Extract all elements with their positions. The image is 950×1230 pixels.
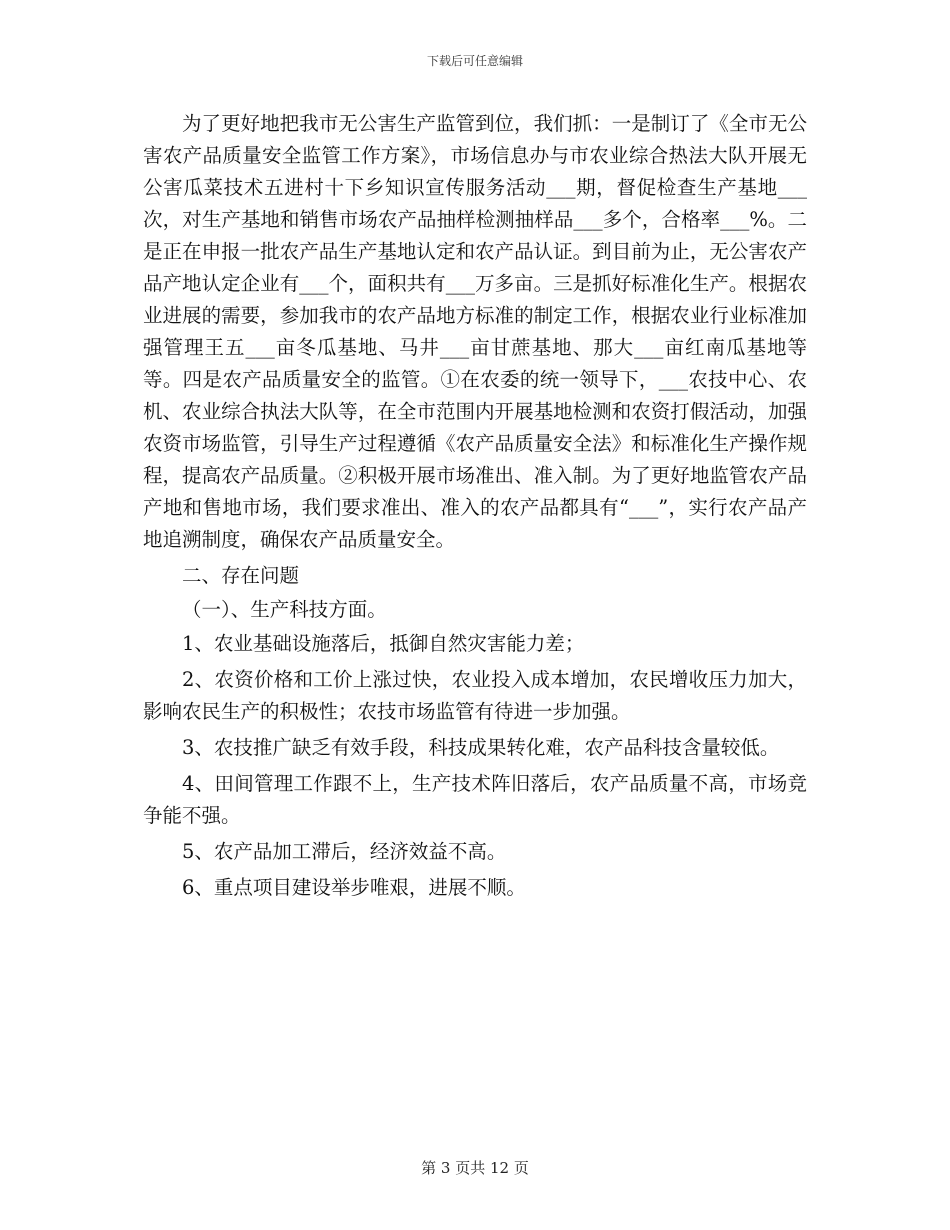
list-item-6: 6、重点项目建设举步唯艰，进展不顺。 [182,876,526,899]
subsection-heading-tech: （一）、生产科技方面。 [182,598,387,621]
list-item-1: 1、农业基础设施落后，抵御自然灾害能力差； [182,632,585,655]
section-heading-problems: 二、存在问题 [182,564,300,587]
document-body [143,108,807,908]
page-header: 下载后可任意编辑 [426,54,523,68]
list-item-2: 2、农资价格和工价上涨过快，农业投入成本增加，农民增收压力加大，影响农民生产的积极性；农技市场监管有待进一步加强。 [143,668,807,723]
list-item-3: 3、农技推广缺乏有效手段，科技成果转化难，农产品科技含量较低。 [182,736,780,759]
list-item-4: 4、田间管理工作跟不上，生产技术阵旧落后，农产品质量不高，市场竞争能不强。 [143,772,807,827]
list-item-5: 5、农产品加工滞后，经济效益不高。 [182,840,507,863]
paragraph-supervision-measures: 为了更好地把我市无公害生产监管到位，我们抓：一是制订了《全市无公害农产品质量安全监管工作方案》，市场信息办与市农业综合热法大队开展无公害瓜菜技术五进村十下乡知识宣传服务活动___期，督促检查生产基地___次，对生产基地和销售市场农产品抽样检测抽样品___多个，合格率___%。二是正在申报一批农产品生产基地认定和农产品认证。到目前为止，无公害农产品产地认定企业有___个，面积共有___万多亩。三是抓好标准化生产。根据农业进展的需要，参加我市的农产品地方标准的制定工作，根据农业行业标准加强管理王五___亩冬瓜基地、马井___亩甘蔗基地、那大___亩红南瓜基地等等。四是农产品质量安全的监管。①在农委的统一领导下，___农技中心、农机、农业综合执法大队等，在全市范围内开展基地检测和农资打假活动，加强农资市场监管，引导生产过程遵循《农产品质量安全法》和标准化生产操作规程，提高农产品质量。②积极开展市场准出、准入制。为了更好地监管农产品产地和售地市场，我们要求准出、准入的农产品都具有“___”，实行农产品产地追溯制度，确保农产品质量安全。 [143,112,807,551]
page-number: 第 3 页共 12 页 [421,1159,529,1177]
